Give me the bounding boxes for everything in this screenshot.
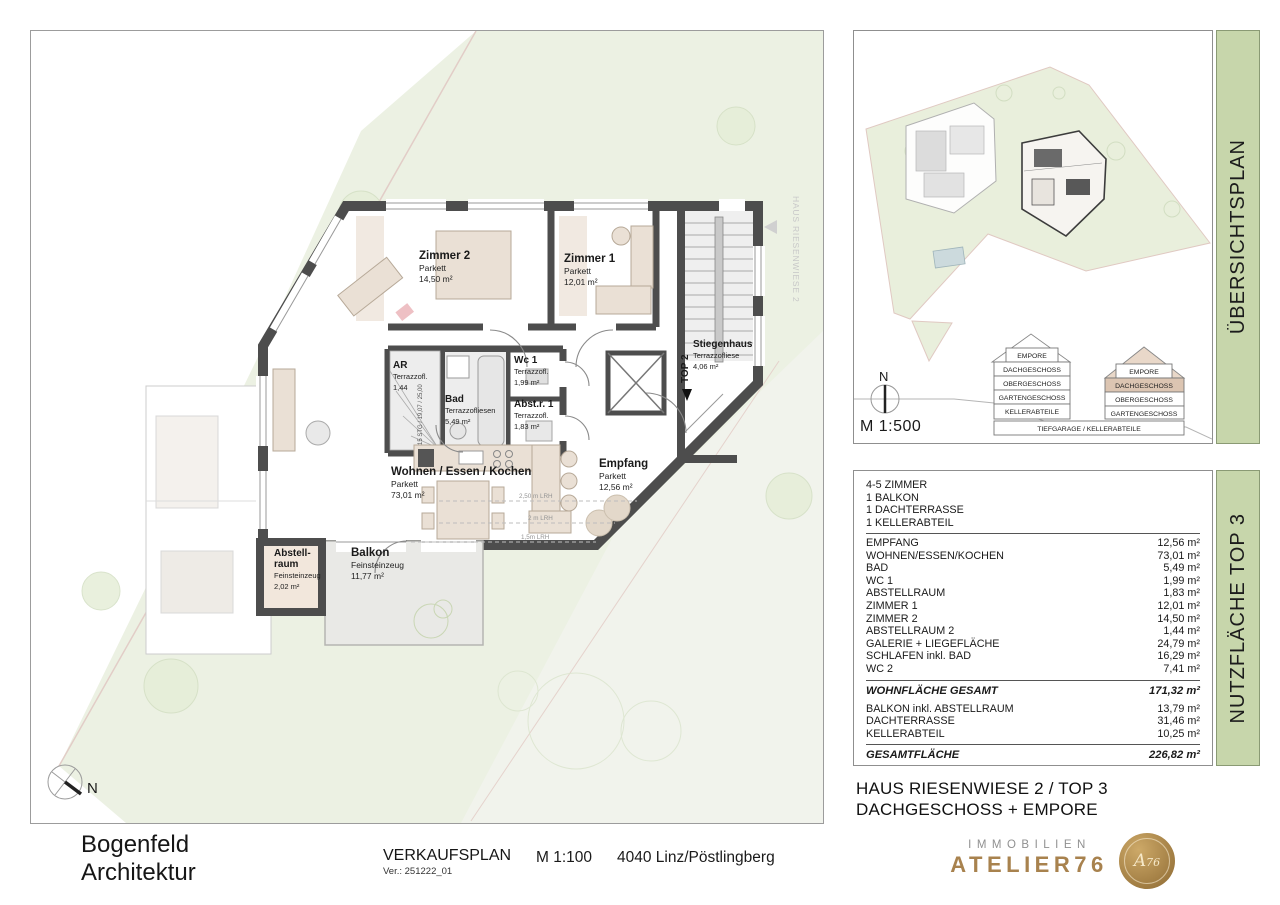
overview-bar-label: ÜBERSICHTSPLAN	[1226, 139, 1249, 335]
table-row: WC 2 7,41 m²	[866, 662, 1200, 675]
room-label-empfang: Empfang	[599, 458, 649, 470]
svg-text:1,83 m²: 1,83 m²	[514, 422, 540, 431]
plan-type-label: VERKAUFSPLAN	[383, 847, 512, 864]
svg-text:TIEFGARAGE / KELLERABTEILE: TIEFGARAGE / KELLERABTEILE	[1037, 426, 1141, 433]
room-label-bad: Bad	[445, 394, 464, 405]
svg-text:12,01 m²: 12,01 m²	[564, 277, 598, 287]
table-row: SCHLAFEN inkl. BAD 16,29 m²	[866, 650, 1200, 663]
svg-text:4,06 m²: 4,06 m²	[693, 362, 719, 371]
divider	[866, 533, 1200, 534]
room-label-abstellraum: Abstell-	[274, 548, 311, 559]
svg-text:14,50 m²: 14,50 m²	[419, 274, 453, 284]
svg-text:Terrazzofl.: Terrazzofl.	[514, 367, 549, 376]
table-row: WC 1 1,99 m²	[866, 574, 1200, 587]
svg-text:5,49 m²: 5,49 m²	[445, 417, 471, 426]
svg-text:Parkett: Parkett	[391, 479, 418, 489]
svg-text:EMPORE: EMPORE	[1129, 369, 1159, 376]
svg-text:OBERGESCHOSS: OBERGESCHOSS	[1115, 397, 1173, 404]
section-stack-left	[992, 334, 1070, 419]
room-label-wc1: Wc 1	[514, 355, 538, 366]
brand-wordmark	[942, 839, 1112, 878]
section-basement	[994, 421, 1184, 435]
table-subtotal-row: WOHNFLÄCHE GESAMT 171,32 m²	[866, 684, 1200, 697]
area-table-bar-label: NUTZFLÄCHE TOP 3	[1226, 512, 1249, 724]
neighbour-building	[146, 386, 271, 654]
project-title	[856, 778, 1108, 820]
svg-text:HAUS RIESENWIESE 2: HAUS RIESENWIESE 2	[791, 196, 801, 303]
floor-plan	[31, 31, 823, 823]
table-row: KELLERABTEIL 10,25 m²	[866, 727, 1200, 740]
svg-text:Terrazzofliese: Terrazzofliese	[693, 351, 740, 360]
atelier76-seal-icon: A76	[1119, 833, 1175, 889]
svg-text:KELLERABTEILE: KELLERABTEILE	[1004, 409, 1060, 416]
svg-text:Parkett: Parkett	[599, 471, 626, 481]
table-row: ZIMMER 1 12,01 m²	[866, 599, 1200, 612]
overview-compass	[871, 369, 899, 413]
room-label-zimmer1: Zimmer 1	[564, 253, 616, 265]
architect-wordmark: Bogenfeld Architektur	[81, 831, 196, 886]
plan-version-label: Ver.: 251222_01	[383, 866, 453, 877]
room-label-abstr1: Abst.r. 1	[514, 399, 554, 410]
lrh-label: 2 m LRH	[528, 515, 553, 522]
svg-text:1,99 m²: 1,99 m²	[514, 378, 540, 387]
project-title-line1: HAUS RIESENWIESE 2 / TOP 3	[856, 779, 1108, 798]
table-row: ABSTELLRAUM 2 1,44 m²	[866, 625, 1200, 638]
north-label: N	[87, 780, 98, 797]
elevator-shaft	[608, 353, 664, 413]
stair-note: 15 STG / 19,07 / 25,00	[418, 384, 424, 445]
room-label-ar: AR	[393, 360, 408, 371]
floor-plan-panel	[30, 30, 824, 824]
svg-text:Parkett: Parkett	[564, 266, 591, 276]
table-row: ZIMMER 2 14,50 m²	[866, 612, 1200, 625]
pool	[933, 247, 965, 268]
table-row: WOHNEN/ESSEN/KOCHEN 73,01 m²	[866, 549, 1200, 562]
table-total-row: GESAMTFLÄCHE 226,82 m²	[866, 749, 1200, 762]
divider	[866, 680, 1200, 681]
lrh-label: 2,50 m LRH	[519, 493, 553, 500]
svg-text:2,02 m²: 2,02 m²	[274, 582, 300, 591]
svg-text:73,01 m²: 73,01 m²	[391, 490, 425, 500]
table-row: ABSTELLRAUM 1,83 m²	[866, 587, 1200, 600]
table-row: GALERIE + LIEGEFLÄCHE 24,79 m²	[866, 637, 1200, 650]
section-stack-right	[1105, 347, 1184, 419]
svg-text:Terrazzofliesen: Terrazzofliesen	[445, 406, 496, 415]
svg-text:Terrazzofl.: Terrazzofl.	[393, 372, 428, 381]
svg-text:11,77 m²: 11,77 m²	[351, 571, 384, 581]
room-label-zimmer2: Zimmer 2	[419, 250, 471, 262]
svg-text:12,56 m²: 12,56 m²	[599, 482, 633, 492]
table-header: 4-5 ZIMMER 1 BALKON 1 DACHTERRASSE 1 KELLERABTEIL	[866, 479, 964, 529]
svg-text:Feinsteinzeug: Feinsteinzeug	[274, 571, 321, 580]
area-table-bar	[1216, 470, 1260, 766]
divider	[866, 744, 1200, 745]
room-label-balkon: Balkon	[351, 547, 390, 559]
room-label-wohnen: Wohnen / Essen / Kochen	[391, 466, 532, 478]
table-row: EMPFANG 12,56 m²	[866, 537, 1200, 549]
plan-address-label: 4040 Linz/Pöstlingberg	[617, 849, 775, 866]
area-table-panel	[853, 470, 1213, 766]
svg-text:DACHGESCHOSS: DACHGESCHOSS	[1003, 367, 1061, 374]
svg-text:Feinsteinzeug: Feinsteinzeug	[351, 560, 404, 570]
svg-text:1,44: 1,44	[393, 383, 408, 392]
svg-text:Parkett: Parkett	[419, 263, 446, 273]
table-row: BALKON inkl. ABSTELLRAUM 13,79 m²	[866, 702, 1200, 715]
project-title-line2: DACHGESCHOSS + EMPORE	[856, 800, 1098, 819]
svg-text:Terrazzofl.: Terrazzofl.	[514, 411, 549, 420]
balcony-area	[325, 541, 483, 645]
svg-text:GARTENGESCHOSS: GARTENGESCHOSS	[1110, 411, 1178, 418]
brand-atelier76-label: ATELIER76	[950, 852, 1108, 877]
table-row: BAD 5,49 m²	[866, 562, 1200, 575]
top2-label: TOP 2	[680, 354, 691, 383]
svg-text:DACHGESCHOSS: DACHGESCHOSS	[1115, 383, 1173, 390]
svg-text:EMPORE: EMPORE	[1017, 353, 1047, 360]
north-label: N	[879, 369, 889, 384]
overview-scale: M 1:500	[860, 418, 922, 435]
plan-scale-label: M 1:100	[536, 849, 593, 866]
room-label-stiegenhaus: Stiegenhaus	[693, 339, 753, 350]
brand-immobilien-label: IMMOBILIEN	[968, 839, 1091, 851]
lrh-label: 1,5m LRH	[521, 534, 550, 541]
table-row: DACHTERRASSE 31,46 m²	[866, 715, 1200, 728]
overview-panel	[853, 30, 1213, 444]
svg-text:OBERGESCHOSS: OBERGESCHOSS	[1003, 381, 1061, 388]
overview-plan	[854, 31, 1212, 443]
svg-text:GARTENGESCHOSS: GARTENGESCHOSS	[998, 395, 1066, 402]
overview-bar	[1216, 30, 1260, 444]
svg-text:raum: raum	[274, 559, 299, 570]
